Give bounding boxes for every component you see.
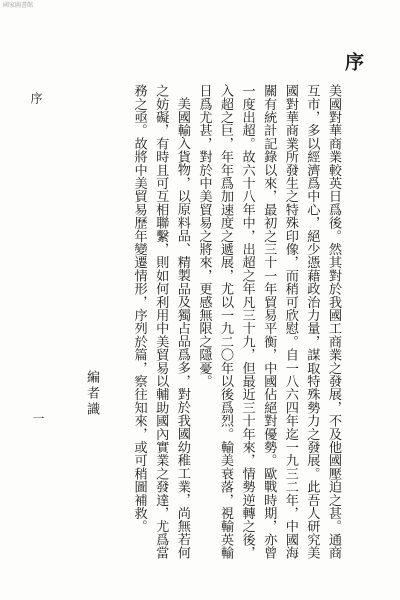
library-stamp: 國家圖書館 bbox=[3, 2, 34, 9]
preface-paragraph-1: 美國對華商業較英日爲後。然其對於我國工商業之發展，不及他國壓迫之甚。通商互市，多以經濟爲中心，絕少憑藉政治力量，謀取特殊勢力之發展。此吾人研究美國對華商業所發生之特殊印像，而稍可欣慰。自一八六四年迄一九三二年，中國海關有統計記錄以來，最初之三十一年貿易平衡，中國佔絕對優勢。歐戰時期，亦曾一度出超。故六十八年中，出超之年凡三十九，但最近三十年來，情勢逆轉之後，入超之巨，年年爲加速度之遞展，尤以一九二〇年以後爲烈。輸美衰落，視輸英輸日爲尤甚，對於中美貿易之將來，更感無限之隱憂。 bbox=[196, 84, 341, 560]
preface-paragraph-2: 美國輸入貨物，以原料品、精製品及獨占品爲多，對於我國幼稚工業，尚無若何之妨礙，有時且可互相聯繫，則如何利用中美貿易以輔助國內實業之發達，尤爲當務之亟。故將中美貿易歷年變遷情形，序列於篇，察往知來，或可稍圖補救。 bbox=[131, 84, 190, 560]
preface-title: 序 bbox=[342, 52, 364, 73]
editor-signature: 編者識 bbox=[84, 370, 99, 418]
preface-body bbox=[92, 84, 344, 564]
page-number: 一 bbox=[31, 412, 45, 424]
running-head: 序 bbox=[29, 92, 43, 104]
